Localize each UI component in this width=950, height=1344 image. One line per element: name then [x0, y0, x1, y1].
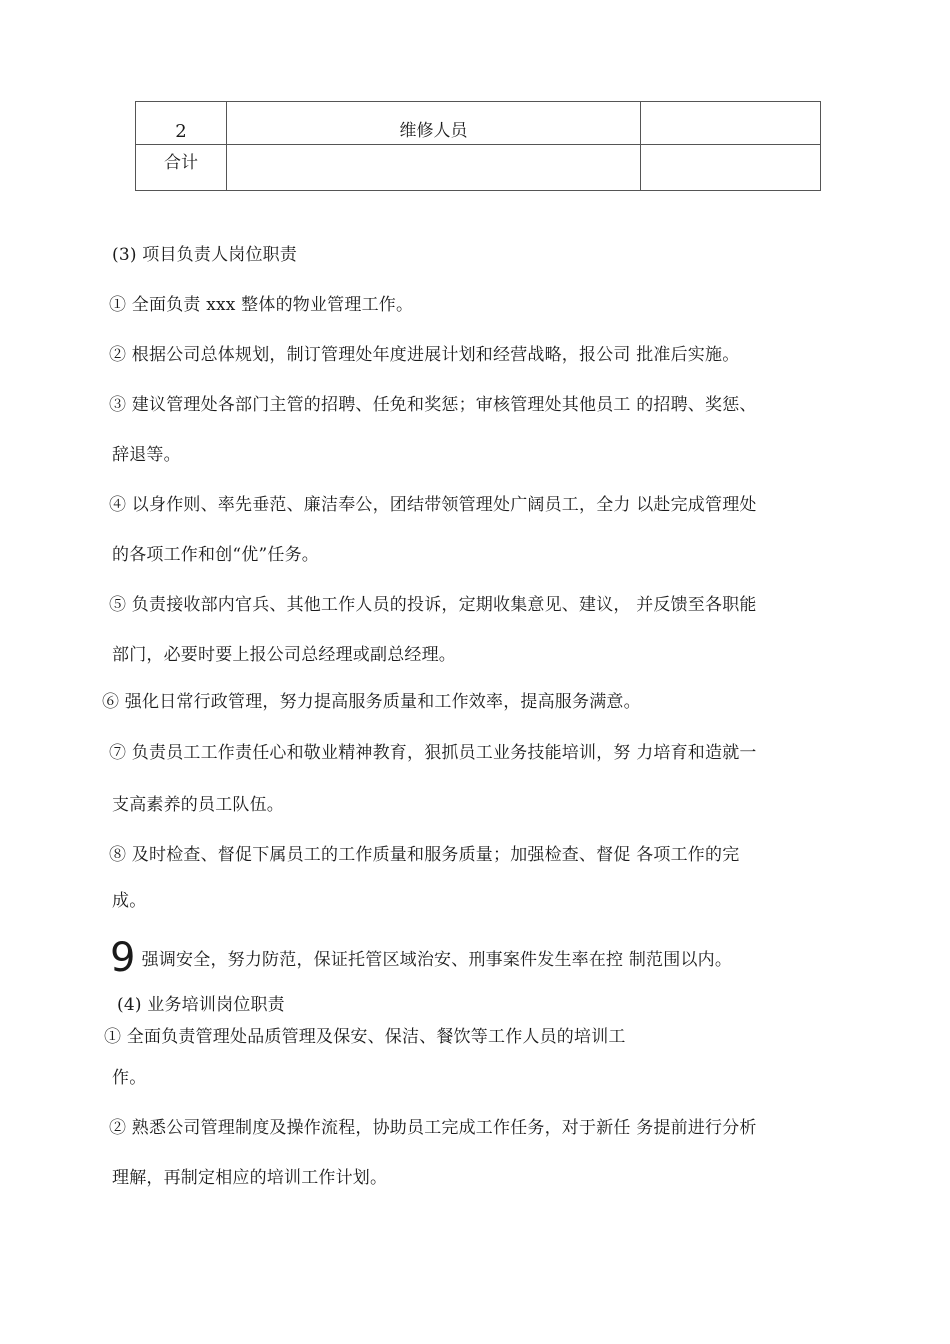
duty-item-2: ② 根据公司总体规划，制订管理处年度进展计划和经营战略，报公司 批准后实施。 [109, 345, 740, 365]
section-4-heading: (4) 业务培训岗位职责 [117, 995, 285, 1015]
duty-item-9-number: 9 [110, 935, 136, 981]
duty-item-7-cont: 支高素养的员工队伍。 [112, 795, 284, 815]
duty-item-8-cont: 成。 [112, 891, 147, 911]
duty-item-4-cont: 的各项工作和创“优”任务。 [112, 545, 319, 565]
duty-item-3: ③ 建议管理处各部门主管的招聘、任免和奖惩；审核管理处其他员工 的招聘、奖惩、 [109, 395, 757, 415]
training-item-1: ① 全面负责管理处品质管理及保安、保洁、餐饮等工作人员的培训工 [104, 1027, 626, 1047]
duty-item-9-text: 强调安全，努力防范，保证托管区域治安、刑事案件发生率在控 制范围以内。 [141, 950, 733, 970]
training-item-2-cont: 理解，再制定相应的培训工作计划。 [112, 1168, 388, 1188]
training-item-1-cont: 作。 [112, 1068, 147, 1088]
table-cell-role [227, 145, 641, 191]
duty-item-7: ⑦ 负责员工工作责任心和敬业精神教育，狠抓员工业务技能培训，努 力培育和造就一 [109, 743, 757, 763]
training-item-2: ② 熟悉公司管理制度及操作流程，协助员工完成工作任务，对于新任 务提前进行分析 [109, 1118, 757, 1138]
duty-item-6: ⑥ 强化日常行政管理，努力提高服务质量和工作效率，提高服务满意。 [102, 692, 641, 712]
duty-item-5: ⑤ 负责接收部内官兵、其他工作人员的投诉，定期收集意见、建议， 并反馈至各职能 [109, 595, 757, 615]
duty-item-9 [110, 935, 733, 981]
duty-item-8: ⑧ 及时检查、督促下属员工的工作质量和服务质量；加强检查、督促 各项工作的完 [109, 845, 740, 865]
duty-item-3-cont: 辞退等。 [112, 445, 181, 465]
table-row [136, 145, 821, 191]
table-cell-role: 维修人员 [227, 102, 641, 145]
section-3-heading: (3) 项目负责人岗位职责 [112, 245, 298, 265]
table-row [136, 102, 821, 145]
table-cell-number: 2 [136, 102, 227, 145]
duty-item-1: ① 全面负责 xxx 整体的物业管理工作。 [109, 295, 414, 315]
table-cell-count [641, 145, 821, 191]
duty-item-4: ④ 以身作则、率先垂范、廉洁奉公，团结带领管理处广阔员工，全力 以赴完成管理处 [109, 495, 757, 515]
staff-table [135, 101, 821, 191]
duty-item-5-cont: 部门，必要时要上报公司总经理或副总经理。 [112, 645, 456, 665]
table-cell-count [641, 102, 821, 145]
table-cell-total-label: 合计 [136, 145, 227, 191]
